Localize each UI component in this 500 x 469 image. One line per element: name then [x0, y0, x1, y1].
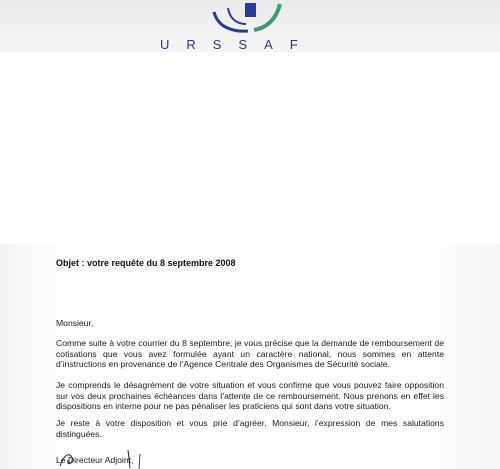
- letter-salutation: Monsieur,: [56, 318, 94, 328]
- redacted-address-block: [0, 52, 500, 244]
- urssaf-logo-icon: [208, 0, 288, 34]
- letter-signature: Le Directeur Adjoint,: [56, 455, 134, 465]
- letter-paragraph: Je reste à votre disposition et vous prie d’agréer, Monsieur, l’expression de mes salutations distinguées.: [56, 418, 444, 439]
- logo-square: [245, 3, 256, 17]
- letterhead-band: [0, 0, 500, 52]
- letter-subject: Objet : votre requête du 8 septembre 2008: [56, 258, 236, 268]
- logo-right-arc: [254, 4, 280, 30]
- organization-name: URSSAF: [160, 37, 315, 52]
- letter-paragraph: Comme suite à votre courrier du 8 septembre, je vous précise que la demande de remboursement de cotisations que vous avez formulée ayant un caractère national, nous sommes en attente d’instructions en provenance de l’Agence Centrale des Organismes de Sécurité sociale.: [56, 338, 444, 369]
- logo-inner-arc: [228, 8, 246, 24]
- letter-paragraph: Je comprends le désagrément de votre situation et vous confirme que vous pouvez faire opposition sur vos deux prochaines échéances dans l’attente de ce remboursement. Nous prenons en effet les dispositions en interne pour ne pas pénaliser les praticiens qui sont dans votre situation.: [56, 380, 444, 411]
